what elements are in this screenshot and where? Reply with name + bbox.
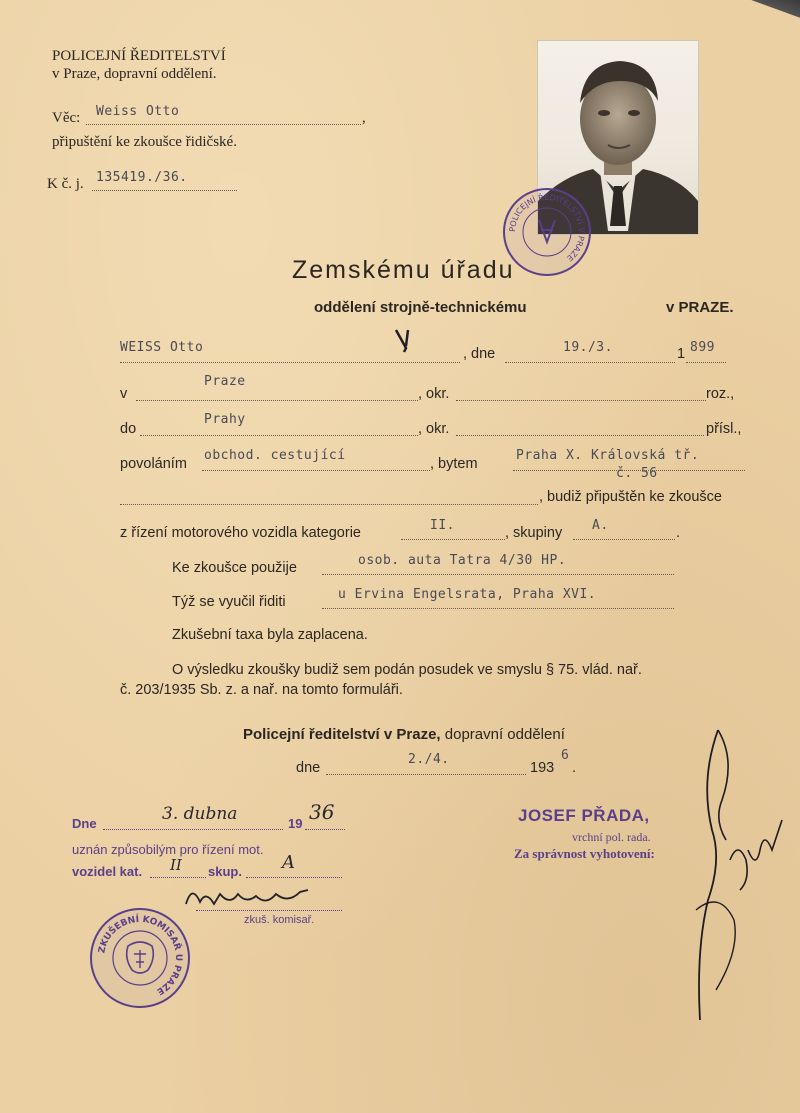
taxa-text: Zkušební taxa byla zaplacena. bbox=[172, 627, 368, 643]
birth-value: 19./3. bbox=[563, 340, 613, 355]
okr-line-2 bbox=[456, 435, 704, 436]
do-line bbox=[140, 435, 418, 436]
kategorie-value: II. bbox=[430, 518, 455, 533]
examiner-signature bbox=[180, 880, 320, 914]
closing-dne-label: dne bbox=[296, 760, 321, 776]
exam-seal-text: ZKUŠEBNÍ KOMISAŘ U PRAZE bbox=[97, 914, 184, 997]
vec-value: Weiss Otto bbox=[96, 104, 180, 119]
exam-skup-hand: A bbox=[282, 852, 295, 873]
okr-label-2: , okr. bbox=[418, 421, 450, 437]
skupiny-line bbox=[573, 539, 675, 540]
kcj-label: K č. j. bbox=[47, 176, 84, 192]
povolanim-value: obchod. cestující bbox=[204, 448, 346, 463]
exam-signature-line bbox=[196, 910, 342, 911]
closing-date-line bbox=[326, 774, 526, 775]
do-label: do bbox=[120, 421, 137, 437]
vec-line bbox=[86, 124, 361, 125]
okr-line-1 bbox=[456, 400, 706, 401]
vycuil-line bbox=[322, 608, 674, 609]
exam-skup-label: skup. bbox=[208, 864, 242, 879]
pouzije-label: Ke zkoušce použije bbox=[172, 560, 297, 576]
vycuil-value: u Ervina Engelsrata, Praha XVI. bbox=[338, 587, 597, 602]
exam-seal bbox=[90, 908, 190, 1008]
bytem-value-1: Praha X. Královská tř. bbox=[516, 448, 700, 463]
do-value: Prahy bbox=[204, 412, 246, 427]
exam-year-hand: 36 bbox=[309, 800, 335, 824]
official-rank: vrchní pol. rada. bbox=[572, 830, 651, 844]
police-seal bbox=[503, 188, 591, 276]
vycuil-label: Týž se vyučil řiditi bbox=[172, 594, 286, 610]
closing-office bbox=[243, 726, 565, 743]
scan-edge bbox=[740, 0, 800, 22]
rizeni-label: z řízení motorového vozidla kategorie bbox=[120, 525, 361, 541]
header-office: POLICEJNÍ ŘEDITELSTVÍ bbox=[52, 48, 226, 64]
skupiny-value: A. bbox=[592, 518, 609, 533]
header-department: v Praze, dopravní oddělení. bbox=[52, 66, 217, 82]
exam-dne-line bbox=[103, 829, 283, 830]
addressee-subtitle: oddělení strojně-technickému bbox=[314, 299, 527, 316]
prisl-label: přísl., bbox=[706, 421, 742, 437]
kcj-value: 135419./36. bbox=[96, 170, 188, 185]
closing-year-period: . bbox=[572, 760, 577, 776]
vec-label: Věc: bbox=[52, 110, 81, 126]
vec-comma: , bbox=[362, 110, 366, 126]
pen-mark bbox=[394, 326, 418, 356]
exam-year-prefix: 19 bbox=[288, 816, 303, 831]
closing-year-prefix: 193 bbox=[530, 760, 555, 776]
kategorie-line bbox=[401, 539, 505, 540]
exam-komisar-label: zkuš. komisař. bbox=[244, 914, 315, 926]
bytem-value-2: č. 56 bbox=[616, 466, 658, 481]
skupiny-period: . bbox=[676, 525, 681, 541]
v-label: v bbox=[120, 386, 128, 402]
dne-label: , dne bbox=[463, 346, 496, 362]
v-value: Praze bbox=[204, 374, 246, 389]
official-signature bbox=[660, 720, 790, 1030]
kcj-line bbox=[92, 190, 237, 191]
addressee-title: Zemskému úřadu bbox=[292, 256, 515, 284]
budiz-label: , budiž připuštěn ke zkoušce bbox=[539, 489, 722, 505]
police-seal-text: POLICEJNÍ ŘEDITELSTVÍ V PRAZE bbox=[507, 192, 587, 263]
pouzije-value: osob. auta Tatra 4/30 HP. bbox=[358, 553, 567, 568]
subject-text: připuštění ke zkoušce řidičské. bbox=[52, 134, 237, 150]
year-value: 899 bbox=[690, 340, 715, 355]
exam-line-2: uznán způsobilým pro řízení mot. bbox=[72, 842, 264, 857]
vysledek-text-2: č. 203/1935 Sb. z. a nař. na tomto formuláři. bbox=[120, 682, 403, 698]
exam-skup-line bbox=[246, 877, 342, 878]
skupiny-label: , skupiny bbox=[505, 525, 563, 541]
closing-office-bold: Policejní ředitelství v Praze, bbox=[243, 726, 441, 743]
bytem-label: , bytem bbox=[430, 456, 478, 472]
pouzije-line bbox=[322, 574, 674, 575]
exam-year-line bbox=[305, 829, 345, 830]
exam-kat-line bbox=[150, 877, 206, 878]
budiz-line bbox=[120, 504, 538, 505]
exam-dne-label: Dne bbox=[72, 816, 97, 831]
year-line bbox=[686, 362, 726, 363]
closing-office-rest: dopravní oddělení bbox=[444, 726, 565, 743]
name-value: WEISS Otto bbox=[120, 340, 204, 355]
v-line bbox=[136, 400, 418, 401]
svg-text:POLICEJNÍ ŘEDITELSTVÍ V PRAZE bbox=[508, 192, 587, 263]
exam-vozidel-label: vozidel kat. bbox=[72, 864, 143, 879]
name-line bbox=[120, 362, 460, 363]
closing-date-value: 2./4. bbox=[408, 752, 450, 767]
vysledek-text-1: O výsledku zkoušky budiž sem podán posudek ve smyslu § 75. vlád. nař. bbox=[172, 662, 642, 678]
exam-kat-hand: II bbox=[170, 856, 182, 874]
exam-dne-hand: 3. dubna bbox=[162, 804, 238, 824]
year-prefix: 1 bbox=[677, 346, 686, 362]
povolanim-label: povoláním bbox=[120, 456, 187, 472]
roz-label: roz., bbox=[706, 386, 735, 402]
official-correct: Za správnost vyhotovení: bbox=[514, 846, 655, 861]
okr-label-1: , okr. bbox=[418, 386, 450, 402]
birth-line bbox=[505, 362, 675, 363]
addressee-city: v PRAZE. bbox=[666, 299, 734, 316]
official-name: JOSEF PŘADA, bbox=[518, 806, 650, 825]
povolanim-line bbox=[202, 470, 430, 471]
closing-year-digit: 6 bbox=[561, 748, 570, 763]
